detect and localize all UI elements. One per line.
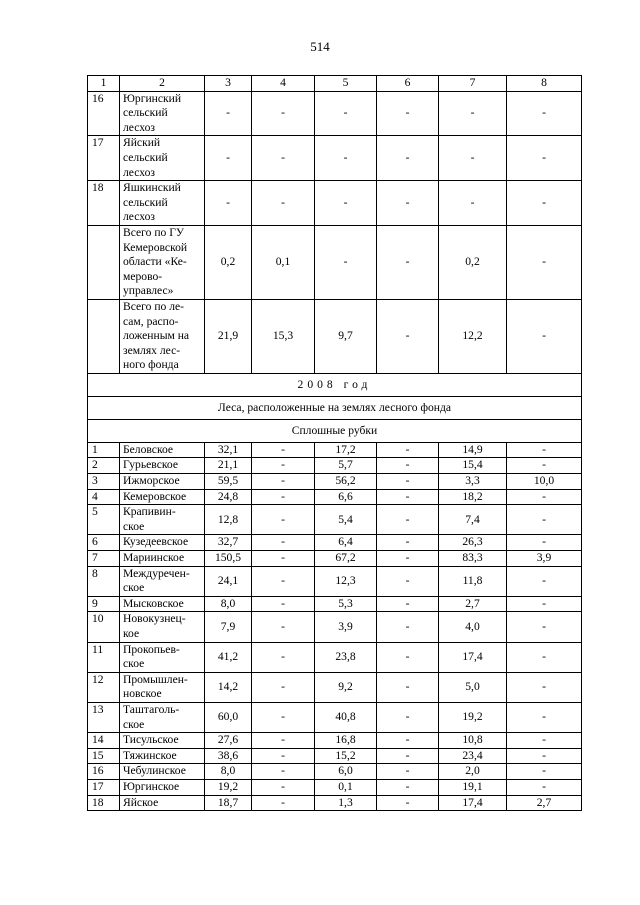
col4-value: - [252,505,315,535]
col4-value: - [252,551,315,567]
forestry-name: Прокопьев- ское [120,642,205,672]
col8-value: - [507,299,582,373]
forestry-name: Ижморское [120,474,205,490]
row-number: 9 [88,596,120,612]
col5-value: - [315,225,377,299]
col7-value: 83,3 [439,551,507,567]
forest-category-heading-row [88,396,582,419]
col6-value: - [377,612,439,642]
col8-value: - [507,596,582,612]
col6-value: - [377,551,439,567]
col3-value: 59,5 [205,474,252,490]
col7-value: 19,1 [439,779,507,795]
col4-value: 0,1 [252,225,315,299]
col7-value: 3,3 [439,474,507,490]
col6-value: - [377,642,439,672]
table-row [88,535,582,551]
col5-value: 67,2 [315,551,377,567]
table-body [88,76,582,811]
col8-value: - [507,535,582,551]
col7-value: 2,0 [439,764,507,780]
row-number: 10 [88,612,120,642]
forestry-name: Кемеровское [120,489,205,505]
col7-value: 12,2 [439,299,507,373]
col4-value: - [252,458,315,474]
col5-value: 16,8 [315,733,377,749]
col5-value: 3,9 [315,612,377,642]
col7-value: - [439,91,507,136]
col3-value: 60,0 [205,702,252,732]
col4-value: - [252,136,315,181]
row-number: 7 [88,551,120,567]
forestry-name: Чебулинское [120,764,205,780]
col7-value: - [439,136,507,181]
col4-value: - [252,596,315,612]
col3-value: 14,2 [205,672,252,702]
row-number: 2 [88,458,120,474]
col8-value: 3,9 [507,551,582,567]
col5-value: 0,1 [315,779,377,795]
table-row [88,566,582,596]
col7-value: 23,4 [439,748,507,764]
col5-value: - [315,181,377,226]
row-number: 11 [88,642,120,672]
row-number: 15 [88,748,120,764]
row-number: 14 [88,733,120,749]
col8-value: - [507,779,582,795]
col4-value: - [252,642,315,672]
col3-value: 24,8 [205,489,252,505]
col6-value: - [377,225,439,299]
row-number: 16 [88,764,120,780]
column-header: 4 [252,76,315,92]
column-header-row [88,76,582,92]
table-row [88,489,582,505]
col5-value: 5,4 [315,505,377,535]
table-row [88,505,582,535]
col7-value: 11,8 [439,566,507,596]
forestry-name: Тисульское [120,733,205,749]
table-row [88,551,582,567]
col8-value: - [507,764,582,780]
page-number: 514 [310,39,330,54]
row-number [88,225,120,299]
col8-value: - [507,136,582,181]
col6-value: - [377,458,439,474]
forestry-name: Юргинский сельский лесхоз [120,91,205,136]
col7-value: 15,4 [439,458,507,474]
col3-value: 21,1 [205,458,252,474]
col3-value: 32,7 [205,535,252,551]
col6-value: - [377,136,439,181]
col3-value: - [205,136,252,181]
col4-value: 15,3 [252,299,315,373]
col3-value: - [205,181,252,226]
col3-value: 24,1 [205,566,252,596]
col3-value: 18,7 [205,795,252,811]
column-header: 8 [507,76,582,92]
col8-value: - [507,612,582,642]
forestry-name: Яйское [120,795,205,811]
forestry-name: Всего по ГУ Кемеровской области «Ке- мерово- управлес» [120,225,205,299]
row-number: 1 [88,442,120,458]
col3-value: 27,6 [205,733,252,749]
col3-value: 0,2 [205,225,252,299]
col7-value: 5,0 [439,672,507,702]
forestry-name: Новокузнец- кое [120,612,205,642]
col5-value: - [315,136,377,181]
forestry-name: Промышлен- новское [120,672,205,702]
col6-value: - [377,672,439,702]
col7-value: 26,3 [439,535,507,551]
col6-value: - [377,733,439,749]
col7-value: 2,7 [439,596,507,612]
forestry-name: Беловское [120,442,205,458]
table-row [88,442,582,458]
col4-value: - [252,702,315,732]
col7-value: 7,4 [439,505,507,535]
col4-value: - [252,442,315,458]
col8-value: - [507,489,582,505]
col8-value: 2,7 [507,795,582,811]
col4-value: - [252,779,315,795]
col3-value: 7,9 [205,612,252,642]
col4-value: - [252,672,315,702]
row-number: 13 [88,702,120,732]
col8-value: - [507,566,582,596]
cut-type-heading: Сплошные рубки [88,419,582,442]
col8-value: - [507,458,582,474]
table-row [88,458,582,474]
forest-category-heading: Леса, расположенные на землях лесного фонда [88,396,582,419]
col3-value: - [205,91,252,136]
col6-value: - [377,442,439,458]
col5-value: 6,4 [315,535,377,551]
col4-value: - [252,566,315,596]
col7-value: 17,4 [439,795,507,811]
col3-value: 32,1 [205,442,252,458]
year-heading: 2008 год [88,373,582,396]
col5-value: 6,6 [315,489,377,505]
col4-value: - [252,474,315,490]
col3-value: 12,8 [205,505,252,535]
table-row [88,299,582,373]
col7-value: - [439,181,507,226]
col6-value: - [377,489,439,505]
row-number: 17 [88,779,120,795]
row-number: 18 [88,181,120,226]
forestry-name: Гурьевское [120,458,205,474]
row-number: 4 [88,489,120,505]
col7-value: 18,2 [439,489,507,505]
col5-value: 15,2 [315,748,377,764]
col7-value: 14,9 [439,442,507,458]
row-number: 17 [88,136,120,181]
col6-value: - [377,779,439,795]
column-header: 3 [205,76,252,92]
col3-value: 41,2 [205,642,252,672]
col8-value: - [507,91,582,136]
col6-value: - [377,505,439,535]
column-header: 7 [439,76,507,92]
forestry-name: Всего по ле- сам, распо- ложенным на землях лес- ного фонда [120,299,205,373]
col8-value: - [507,442,582,458]
table-row [88,702,582,732]
col7-value: 10,8 [439,733,507,749]
col4-value: - [252,748,315,764]
forestry-name: Мариинское [120,551,205,567]
col6-value: - [377,91,439,136]
forestry-name: Яйский сельский лесхоз [120,136,205,181]
col7-value: 0,2 [439,225,507,299]
col4-value: - [252,489,315,505]
table-row [88,596,582,612]
forestry-name: Крапивин- ское [120,505,205,535]
table-row [88,672,582,702]
table-row [88,612,582,642]
table-row [88,181,582,226]
col5-value: 1,3 [315,795,377,811]
col3-value: 19,2 [205,779,252,795]
row-number: 5 [88,505,120,535]
col6-value: - [377,702,439,732]
col8-value: - [507,225,582,299]
col6-value: - [377,566,439,596]
col8-value: - [507,181,582,226]
table-row [88,91,582,136]
col5-value: 23,8 [315,642,377,672]
table-row [88,748,582,764]
row-number: 3 [88,474,120,490]
col8-value: - [507,702,582,732]
row-number: 12 [88,672,120,702]
col5-value: 40,8 [315,702,377,732]
year-heading-row [88,373,582,396]
col4-value: - [252,535,315,551]
forestry-name: Таштаголь- ское [120,702,205,732]
column-header: 6 [377,76,439,92]
col8-value: - [507,748,582,764]
col4-value: - [252,181,315,226]
col5-value: 9,7 [315,299,377,373]
forestry-name: Юргинское [120,779,205,795]
forestry-name: Тяжинское [120,748,205,764]
col7-value: 4,0 [439,612,507,642]
row-number: 6 [88,535,120,551]
row-number: 16 [88,91,120,136]
table-row [88,136,582,181]
col8-value: - [507,642,582,672]
col5-value: 6,0 [315,764,377,780]
col3-value: 150,5 [205,551,252,567]
col8-value: 10,0 [507,474,582,490]
table-row [88,795,582,811]
col6-value: - [377,748,439,764]
col8-value: - [507,672,582,702]
col4-value: - [252,733,315,749]
col5-value: 56,2 [315,474,377,490]
col3-value: 8,0 [205,764,252,780]
row-number [88,299,120,373]
col5-value: - [315,91,377,136]
table-row [88,642,582,672]
forestry-name: Кузедеевское [120,535,205,551]
col6-value: - [377,535,439,551]
col7-value: 17,4 [439,642,507,672]
col6-value: - [377,181,439,226]
col5-value: 5,3 [315,596,377,612]
col5-value: 12,3 [315,566,377,596]
row-number: 8 [88,566,120,596]
forestry-name: Междуречен- ское [120,566,205,596]
forestry-name: Яшкинский сельский лесхоз [120,181,205,226]
table-row [88,474,582,490]
table-row [88,764,582,780]
col8-value: - [507,733,582,749]
cut-type-heading-row [88,419,582,442]
column-header: 5 [315,76,377,92]
col3-value: 8,0 [205,596,252,612]
col3-value: 21,9 [205,299,252,373]
col6-value: - [377,795,439,811]
table-row [88,225,582,299]
col7-value: 19,2 [439,702,507,732]
col4-value: - [252,91,315,136]
col5-value: 5,7 [315,458,377,474]
column-header: 2 [120,76,205,92]
col4-value: - [252,612,315,642]
table-row [88,733,582,749]
col6-value: - [377,299,439,373]
col6-value: - [377,596,439,612]
forestry-name: Мысковское [120,596,205,612]
col3-value: 38,6 [205,748,252,764]
col6-value: - [377,764,439,780]
col8-value: - [507,505,582,535]
col5-value: 9,2 [315,672,377,702]
row-number: 18 [88,795,120,811]
col4-value: - [252,764,315,780]
col6-value: - [377,474,439,490]
col4-value: - [252,795,315,811]
forestry-table [87,75,582,811]
column-header: 1 [88,76,120,92]
table-row [88,779,582,795]
col5-value: 17,2 [315,442,377,458]
